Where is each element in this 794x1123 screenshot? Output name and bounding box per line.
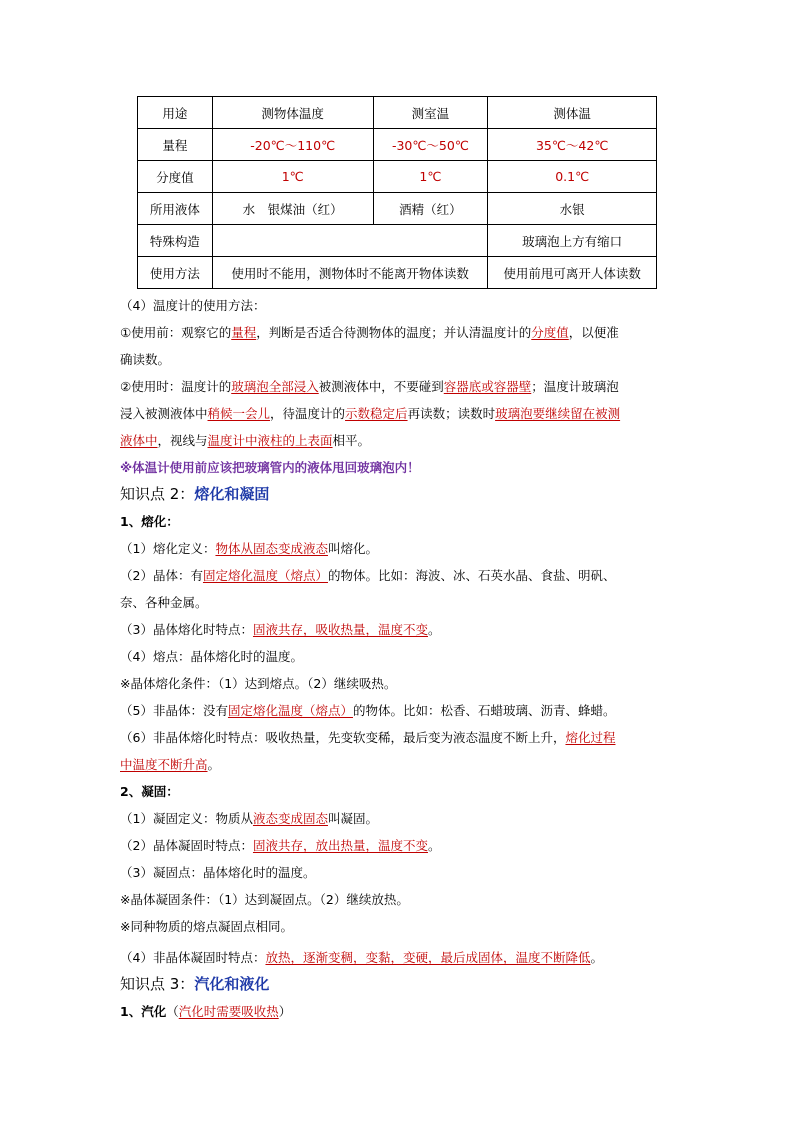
table-row <box>138 161 657 193</box>
highlight: 温度计中液柱的上表面 <box>207 433 333 448</box>
melting-condition: ※晶体熔化条件：（1）达到熔点。（2）继续吸热。 <box>120 676 397 691</box>
table-cell: 测室温 <box>373 97 488 129</box>
highlight: 液体中 <box>120 433 158 448</box>
amorphous: （5）非晶体：没有固定熔化温度（熔点）的物体。比如：松香、石蜡玻璃、沥青、蜂蜡。 <box>120 703 616 718</box>
table-cell: 水 银煤油（红） <box>212 193 373 225</box>
table-row <box>138 97 657 129</box>
table-cell: 1℃ <box>212 161 373 193</box>
highlight: 分度值 <box>531 325 569 340</box>
table-row <box>138 257 657 289</box>
usage-p2-line2: 浸入被测液体中稍候一会儿，待温度计的示数稳定后再读数；读数时玻璃泡要继续留在被测 <box>120 406 621 421</box>
table-cell: 玻璃泡上方有缩口 <box>488 225 657 257</box>
thermometer-note: ※体温计使用前应该把玻璃管内的液体甩回玻璃泡内！ <box>120 460 420 475</box>
highlight: 液态变成固态 <box>252 811 328 826</box>
usage-p1-line2: 确读数。 <box>120 352 171 367</box>
table-cell: 测体温 <box>488 97 657 129</box>
highlight: 固定熔化温度（熔点） <box>202 568 328 583</box>
amorphous-feature-line1: （6）非晶体熔化时特点：吸收热量，先变软变稀，最后变为液态温度不断上升，熔化过程 <box>120 730 616 745</box>
row-label: 所用液体 <box>138 193 213 225</box>
highlight: 玻璃泡要继续留在被测 <box>495 406 621 421</box>
row-label: 量程 <box>138 129 213 161</box>
highlight: 示数稳定后 <box>345 406 408 421</box>
knowledge-point-2-title: 知识点 2：熔化和凝固 <box>120 485 270 503</box>
section-vaporization: 1、汽化（汽化时需要吸收热） <box>120 1004 292 1019</box>
highlight: 固定熔化温度（熔点） <box>227 703 353 718</box>
usage-p2-line1: ②使用时：温度计的玻璃泡全部浸入被测液体中，不要碰到容器底或容器壁；温度计玻璃泡 <box>120 379 619 394</box>
usage-p1-line1: ①使用前：观察它的量程，判断是否适合待测物体的温度；并认清温度计的分度值，以便准 <box>120 325 619 340</box>
table-cell: -20℃～110℃ <box>212 129 373 161</box>
table-cell: 水银 <box>488 193 657 225</box>
highlight: 玻璃泡全部浸入 <box>231 379 319 394</box>
table-row <box>138 129 657 161</box>
freezing-point: （3）凝固点：晶体熔化时的温度。 <box>120 865 316 880</box>
table-cell: 1℃ <box>373 161 488 193</box>
row-label: 特殊构造 <box>138 225 213 257</box>
table-row <box>138 193 657 225</box>
highlight: 稍候一会儿 <box>207 406 271 421</box>
amorphous-solidification: （4）非晶体凝固时特点：放热，逐渐变稠，变黏，变硬，最后成固体，温度不断降低。 <box>120 950 603 965</box>
highlight: 量程 <box>231 325 257 340</box>
thermometer-table <box>137 96 657 289</box>
section-melting: 1、熔化： <box>120 514 179 529</box>
section-solidification: 2、凝固： <box>120 784 179 799</box>
table-cell <box>212 225 487 257</box>
crystal-melting-feature: （3）晶体熔化时特点：固液共存，吸收热量，温度不变。 <box>120 622 441 637</box>
highlight: 汽化时需要吸收热 <box>178 1004 279 1019</box>
knowledge-point-3-title: 知识点 3：汽化和液化 <box>120 975 270 993</box>
same-point-note: ※同种物质的熔点凝固点相同。 <box>120 919 293 934</box>
row-label: 使用方法 <box>138 257 213 289</box>
crystal-line2: 奈、各种金属。 <box>120 595 208 610</box>
solidification-condition: ※晶体凝固条件：（1）达到凝固点。（2）继续放热。 <box>120 892 409 907</box>
highlight: 固液共存，吸收热量，温度不变 <box>252 622 428 637</box>
highlight: 熔化过程 <box>565 730 616 745</box>
usage-p2-line3: 液体中，视线与温度计中液柱的上表面相平。 <box>120 433 371 448</box>
table-row <box>138 225 657 257</box>
crystal-line1: （2）晶体：有固定熔化温度（熔点）的物体。比如：海波、冰、石英水晶、食盐、明矾、 <box>120 568 616 583</box>
table-cell: 使用时不能用，测物体时不能离开物体读数 <box>212 257 487 289</box>
table-cell: 使用前甩可离开人体读数 <box>488 257 657 289</box>
row-label: 用途 <box>138 97 213 129</box>
table-cell: 0.1℃ <box>488 161 657 193</box>
table-cell: 35℃～42℃ <box>488 129 657 161</box>
table-cell: 酒精（红） <box>373 193 488 225</box>
highlight: 物体从固态变成液态 <box>215 541 328 556</box>
melting-def: （1）熔化定义：物体从固态变成液态叫熔化。 <box>120 541 378 556</box>
usage-section <box>120 292 680 1025</box>
usage-heading: （4）温度计的使用方法： <box>120 298 266 313</box>
table-cell: 测物体温度 <box>212 97 373 129</box>
row-label: 分度值 <box>138 161 213 193</box>
solidification-def: （1）凝固定义：物质从液态变成固态叫凝固。 <box>120 811 378 826</box>
highlight: 放热，逐渐变稠，变黏，变硬，最后成固体，温度不断降低 <box>265 950 591 965</box>
highlight: 容器底或容器壁 <box>443 379 532 394</box>
table-cell: -30℃～50℃ <box>373 129 488 161</box>
melting-point: （4）熔点：晶体熔化时的温度。 <box>120 649 303 664</box>
crystal-solidification-feature: （2）晶体凝固时特点：固液共存，放出热量，温度不变。 <box>120 838 441 853</box>
highlight: 中温度不断升高 <box>120 757 208 772</box>
amorphous-feature-line2: 中温度不断升高。 <box>120 757 221 772</box>
highlight: 固液共存，放出热量，温度不变 <box>252 838 428 853</box>
